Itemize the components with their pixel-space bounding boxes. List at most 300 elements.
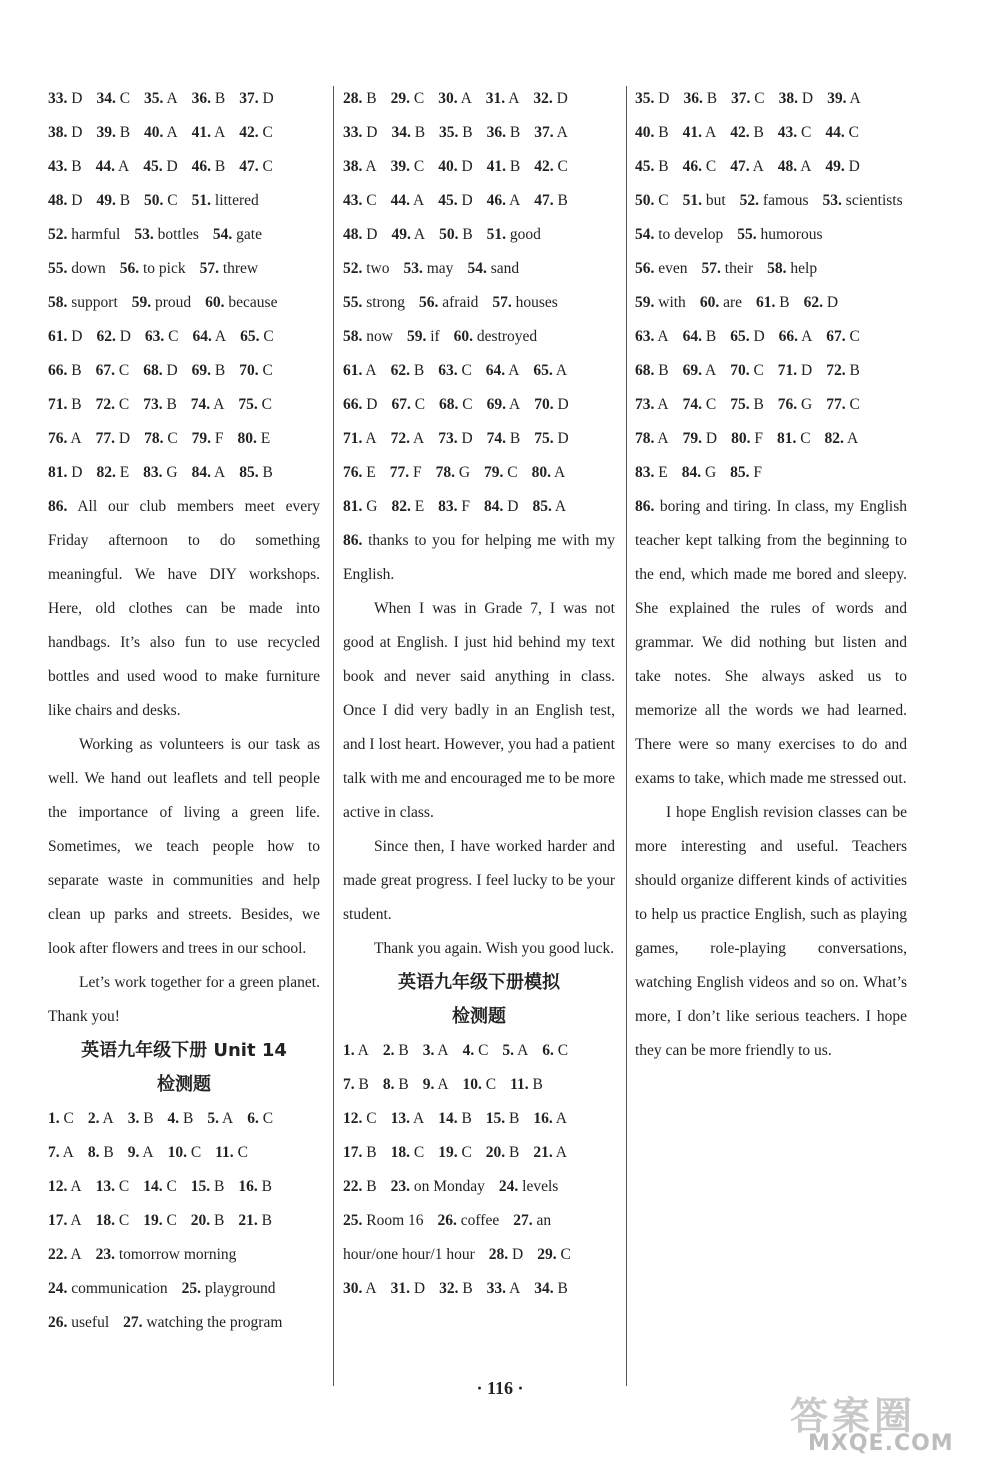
- question-number: 32.: [439, 1280, 459, 1297]
- question-number: 85.: [730, 464, 750, 481]
- answer-text: D: [166, 362, 178, 379]
- question-number: 47.: [534, 192, 554, 209]
- answer-item: [730, 158, 764, 175]
- answer-text: C: [119, 90, 131, 107]
- answer-item: [534, 430, 568, 447]
- answer-text: proud: [155, 294, 192, 311]
- answer-block: [635, 82, 907, 490]
- question-number: 53.: [822, 192, 842, 209]
- answer-text: A: [413, 1110, 425, 1127]
- answer-item: [200, 260, 259, 277]
- answer-text: C: [166, 1212, 177, 1229]
- answer-row: [48, 388, 320, 422]
- question-number: 3.: [127, 1110, 140, 1127]
- answer-text: A: [508, 90, 520, 107]
- question-number: 62.: [803, 294, 823, 311]
- question-number: 41.: [682, 124, 702, 141]
- answer-row: [343, 218, 615, 252]
- answer-text: C: [557, 1042, 569, 1059]
- answer-text: to pick: [142, 260, 186, 277]
- answer-item: [383, 1076, 409, 1093]
- watermark-logo: [770, 1385, 990, 1459]
- question-number: 51.: [682, 192, 702, 209]
- question-number: 38.: [48, 124, 68, 141]
- answer-text: hour/one hour/1 hour: [343, 1246, 475, 1263]
- answer-item: [804, 294, 838, 311]
- answer-text: B: [413, 362, 425, 379]
- answer-item: [343, 1178, 377, 1195]
- answer-text: B: [398, 1042, 409, 1059]
- answer-text: A: [213, 396, 225, 413]
- answer-row: [343, 1204, 615, 1238]
- answer-item: [343, 362, 377, 379]
- answer-item: [48, 124, 82, 141]
- answer-item: [439, 124, 473, 141]
- answer-text: A: [752, 158, 764, 175]
- question-number: 36.: [191, 90, 212, 107]
- answer-text: B: [214, 1178, 225, 1195]
- question-number: 24.: [48, 1280, 68, 1297]
- question-number: 10.: [462, 1076, 482, 1093]
- question-number: 56.: [419, 294, 439, 311]
- question-number: 44.: [390, 192, 410, 209]
- question-number: 51.: [486, 226, 507, 243]
- answer-text: A: [801, 328, 813, 345]
- answer-item: [487, 192, 521, 209]
- answer-item: [48, 158, 82, 175]
- essay-paragraph: Since then, I have worked harder and made great progress. I feel lucky to be your student.: [343, 838, 615, 923]
- question-number: 37.: [731, 90, 751, 107]
- answer-item: [635, 294, 686, 311]
- question-number: 58.: [343, 328, 363, 345]
- answer-text: D: [557, 430, 569, 447]
- answer-item: [48, 226, 120, 243]
- answer-row: [343, 286, 615, 320]
- answer-text: B: [261, 1178, 272, 1195]
- answer-item: [438, 192, 472, 209]
- question-number: 76.: [777, 396, 798, 413]
- answer-row: [48, 116, 320, 150]
- answer-item: [740, 192, 809, 209]
- answer-item: [207, 1110, 233, 1127]
- answer-item: [683, 124, 717, 141]
- answer-text: A: [657, 430, 669, 447]
- question-number: 16.: [533, 1110, 553, 1127]
- answer-text: A: [62, 1144, 74, 1161]
- question-number: 53.: [403, 260, 423, 277]
- answer-item: [391, 362, 425, 379]
- answer-item: [192, 464, 226, 481]
- answer-item: [463, 1076, 497, 1093]
- answer-text: an: [536, 1212, 552, 1229]
- question-number: 7.: [48, 1144, 60, 1161]
- answer-item: [777, 430, 811, 447]
- answer-row: [48, 1272, 320, 1306]
- question-number: 73.: [635, 396, 655, 413]
- answer-item: [454, 328, 538, 345]
- answer-text: B: [71, 158, 82, 175]
- answer-text: D: [705, 430, 718, 447]
- question-number: 66.: [48, 362, 68, 379]
- essay-86: [343, 524, 615, 966]
- answer-item: [683, 396, 717, 413]
- question-number: 4.: [462, 1042, 475, 1059]
- answer-item: [192, 90, 226, 107]
- answer-row: [343, 252, 615, 286]
- answer-row: [343, 1238, 615, 1272]
- answer-text: A: [214, 328, 227, 345]
- answer-text: A: [657, 396, 669, 413]
- question-number: 57.: [701, 260, 721, 277]
- answer-row: [343, 1136, 615, 1170]
- question-number: 62.: [96, 328, 116, 345]
- answer-item: [534, 396, 568, 413]
- answer-item: [737, 226, 822, 243]
- answer-row: [635, 184, 907, 218]
- question-number: 6.: [247, 1110, 259, 1127]
- question-number: 52.: [343, 260, 363, 277]
- answer-row: [48, 1306, 320, 1340]
- answer-text: A: [142, 1144, 154, 1161]
- answer-item: [438, 90, 472, 107]
- answer-item: [487, 158, 521, 175]
- answer-row: [635, 354, 907, 388]
- answer-item: [467, 260, 519, 277]
- question-number: 74.: [486, 430, 507, 447]
- question-number: 9.: [422, 1076, 435, 1093]
- answer-item: [128, 1110, 154, 1127]
- question-number: 81.: [343, 498, 363, 515]
- answer-text: communication: [71, 1280, 168, 1297]
- question-number: 70.: [534, 396, 554, 413]
- answer-text: but: [705, 192, 726, 209]
- answer-text: gate: [236, 226, 262, 243]
- question-number: 68.: [635, 362, 655, 379]
- question-number: 31.: [485, 90, 506, 107]
- answer-row: [635, 422, 907, 456]
- answer-row: [343, 116, 615, 150]
- answer-text: A: [70, 1178, 82, 1195]
- answer-item: [438, 498, 470, 515]
- answer-item: [486, 1110, 520, 1127]
- answer-item: [391, 124, 425, 141]
- answer-text: A: [413, 192, 425, 209]
- answer-text: scientists: [845, 192, 903, 209]
- question-number: 73.: [143, 396, 163, 413]
- answer-text: E: [414, 498, 425, 515]
- answer-item: [48, 90, 82, 107]
- answer-item: [635, 464, 668, 481]
- answer-text: levels: [522, 1178, 559, 1195]
- answer-row: [48, 1238, 320, 1272]
- answer-text: strong: [366, 294, 405, 311]
- answer-text: B: [706, 90, 718, 107]
- answer-block: [48, 1102, 320, 1340]
- answer-text: playground: [204, 1280, 276, 1297]
- answer-item: [825, 430, 859, 447]
- question-number: 64.: [682, 328, 702, 345]
- question-number: 35.: [439, 124, 459, 141]
- answer-text: G: [458, 464, 471, 481]
- answer-item: [407, 328, 440, 345]
- answer-item: [635, 328, 669, 345]
- answer-item: [502, 1042, 528, 1059]
- answer-item: [635, 124, 669, 141]
- answer-text: A: [800, 158, 812, 175]
- answer-text: B: [462, 226, 473, 243]
- answer-text: A: [70, 430, 82, 447]
- answer-item: [343, 498, 377, 515]
- answer-row: [343, 1034, 615, 1068]
- question-number: 50.: [439, 226, 459, 243]
- answer-text: A: [214, 464, 226, 481]
- answer-item: [239, 464, 273, 481]
- question-number: 28.: [343, 90, 363, 107]
- question-number: 35.: [144, 90, 164, 107]
- question-number: 13.: [95, 1178, 115, 1195]
- answer-row: [343, 1102, 615, 1136]
- answer-text: C: [166, 1178, 177, 1195]
- answer-item: [463, 1042, 489, 1059]
- question-number: 82.: [96, 464, 116, 481]
- question-number: 15.: [190, 1178, 211, 1195]
- answer-text: B: [509, 158, 521, 175]
- answer-item: [391, 226, 425, 243]
- answer-text: A: [118, 158, 130, 175]
- answer-item: [96, 124, 130, 141]
- answer-text: A: [517, 1042, 529, 1059]
- question-number: 44.: [825, 124, 845, 141]
- answer-item: [439, 226, 473, 243]
- answer-text: C: [461, 1144, 472, 1161]
- question-number: 21.: [238, 1212, 258, 1229]
- answer-text: A: [365, 1280, 377, 1297]
- answer-item: [343, 226, 377, 243]
- essay-86: [635, 490, 907, 1068]
- answer-block: [343, 82, 615, 524]
- answer-item: [542, 1042, 568, 1059]
- answer-text: good: [509, 226, 541, 243]
- answer-item: [240, 328, 274, 345]
- answer-text: help: [790, 260, 818, 277]
- question-number: 42.: [534, 158, 554, 175]
- answer-text: D: [556, 90, 568, 107]
- answer-item: [439, 396, 473, 413]
- answer-item: [132, 294, 191, 311]
- answer-text: D: [118, 430, 131, 447]
- answer-row: [635, 388, 907, 422]
- question-number: 20.: [190, 1212, 211, 1229]
- answer-item: [487, 124, 521, 141]
- answer-item: [778, 158, 812, 175]
- answer-text: D: [461, 192, 473, 209]
- answer-item: [88, 1110, 114, 1127]
- question-number: 77.: [389, 464, 410, 481]
- question-number: 78.: [144, 430, 164, 447]
- question-number: 47.: [239, 158, 259, 175]
- answer-row: [48, 150, 320, 184]
- question-number: 49.: [825, 158, 845, 175]
- question-number: 59.: [406, 328, 427, 345]
- question-number: 7.: [343, 1076, 355, 1093]
- question-number: 64.: [485, 362, 506, 379]
- essay-paragraph: Working as volunteers is our task as well. We hand out leaflets and tell people the importance of living a green life. Sometimes, we teach people how to separate waste in communities and help clean up parks and streets. Besides, we look after flowers and trees in our school.: [48, 736, 320, 957]
- answer-text: A: [222, 1110, 234, 1127]
- answer-text: A: [555, 1144, 567, 1161]
- answer-item: [635, 90, 669, 107]
- answer-item: [826, 362, 860, 379]
- answer-text: C: [753, 362, 764, 379]
- question-number: 27.: [513, 1212, 533, 1229]
- question-number: 63.: [635, 328, 655, 345]
- answer-text: A: [657, 328, 669, 345]
- answer-text: B: [103, 1144, 114, 1161]
- answer-item: [731, 90, 765, 107]
- answer-item: [391, 1280, 425, 1297]
- answer-row: [48, 252, 320, 286]
- question-number: 66.: [343, 396, 363, 413]
- answer-text: B: [358, 1076, 369, 1093]
- answer-item: [144, 192, 178, 209]
- answer-item: [239, 124, 273, 141]
- answer-row: [343, 354, 615, 388]
- answer-item: [778, 396, 812, 413]
- question-number: 79.: [484, 464, 504, 481]
- answer-item: [635, 362, 669, 379]
- question-number: 61.: [755, 294, 776, 311]
- question-number: 59.: [635, 294, 655, 311]
- answer-text: D: [826, 294, 839, 311]
- answer-text: C: [262, 362, 273, 379]
- question-number: 40.: [438, 158, 458, 175]
- question-number: 60.: [205, 294, 225, 311]
- answer-text: A: [849, 90, 861, 107]
- answer-item: [168, 1144, 202, 1161]
- question-number: 65.: [730, 328, 750, 345]
- answer-item: [48, 1280, 168, 1297]
- question-number: 81.: [48, 464, 68, 481]
- answer-text: A: [556, 124, 568, 141]
- answer-text: A: [70, 1212, 82, 1229]
- question-number: 30.: [343, 1280, 363, 1297]
- question-number: 58.: [767, 260, 787, 277]
- answer-item: [247, 1110, 273, 1127]
- question-number: 76.: [48, 430, 68, 447]
- answer-item: [438, 158, 472, 175]
- answer-text: C: [801, 124, 812, 141]
- question-number: 33.: [486, 1280, 507, 1297]
- answer-text: A: [508, 362, 520, 379]
- answer-text: C: [557, 158, 568, 175]
- question-number: 1.: [343, 1042, 355, 1059]
- answer-row: [635, 82, 907, 116]
- question-number: 12.: [343, 1110, 363, 1127]
- question-number: 29.: [390, 90, 410, 107]
- question-number: 54.: [635, 226, 655, 243]
- answer-text: C: [849, 328, 860, 345]
- question-number: 73.: [438, 430, 458, 447]
- answer-text: sand: [490, 260, 520, 277]
- answer-item: [484, 498, 518, 515]
- answer-item: [96, 158, 130, 175]
- question-number: 47.: [730, 158, 750, 175]
- answer-item: [778, 124, 812, 141]
- answer-text: D: [366, 124, 378, 141]
- answer-text: E: [119, 464, 130, 481]
- question-number: 60.: [453, 328, 474, 345]
- answer-item: [635, 226, 723, 243]
- answer-text: G: [801, 396, 813, 413]
- answer-text: B: [262, 464, 273, 481]
- answer-text: G: [704, 464, 717, 481]
- answer-text: D: [71, 124, 83, 141]
- answer-item: [683, 328, 717, 345]
- question-number: 40.: [635, 124, 655, 141]
- answer-text: C: [366, 192, 377, 209]
- answer-text: G: [166, 464, 178, 481]
- answer-item: [123, 1314, 282, 1331]
- question-number: 37.: [534, 124, 554, 141]
- answer-text: A: [357, 1042, 369, 1059]
- answer-item: [730, 124, 764, 141]
- answer-text: watching the program: [146, 1314, 283, 1331]
- answer-item: [534, 192, 568, 209]
- answer-text: C: [478, 1042, 489, 1059]
- answer-text: B: [509, 430, 521, 447]
- answer-item: [391, 158, 425, 175]
- answer-text: D: [366, 226, 378, 243]
- answer-item: [239, 90, 273, 107]
- answer-item: [120, 260, 186, 277]
- question-number: 55.: [343, 294, 363, 311]
- answer-text: C: [658, 192, 669, 209]
- answer-item: [191, 1178, 225, 1195]
- answer-item: [756, 294, 790, 311]
- answer-text: D: [71, 90, 83, 107]
- answer-row: [635, 150, 907, 184]
- answer-text: C: [262, 124, 273, 141]
- answer-item: [48, 1110, 74, 1127]
- answer-text: may: [426, 260, 454, 277]
- question-number: 19.: [438, 1144, 458, 1161]
- answer-text: C: [118, 1212, 130, 1229]
- answer-item: [96, 192, 130, 209]
- answer-text: C: [705, 158, 717, 175]
- watermark-url: MXQE.COM: [808, 1431, 954, 1456]
- answer-text: littered: [214, 192, 259, 209]
- answer-text: B: [658, 124, 669, 141]
- answer-text: D: [461, 430, 473, 447]
- answer-text: B: [753, 124, 764, 141]
- answer-row: [343, 82, 615, 116]
- question-number: 39.: [96, 124, 116, 141]
- answer-text: B: [214, 90, 226, 107]
- answer-item: [238, 1212, 272, 1229]
- answer-item: [635, 430, 669, 447]
- answer-item: [205, 294, 277, 311]
- question-number: 78.: [435, 464, 455, 481]
- answer-text: B: [366, 90, 377, 107]
- question-number: 48.: [777, 158, 798, 175]
- answer-item: [143, 1212, 177, 1229]
- question-number: 36.: [486, 124, 507, 141]
- answer-text: D: [413, 1280, 426, 1297]
- question-number: 69.: [486, 396, 507, 413]
- answer-text: B: [143, 1110, 154, 1127]
- answer-text: C: [262, 158, 273, 175]
- answer-text: C: [414, 396, 426, 413]
- answer-text: on Monday: [413, 1178, 485, 1195]
